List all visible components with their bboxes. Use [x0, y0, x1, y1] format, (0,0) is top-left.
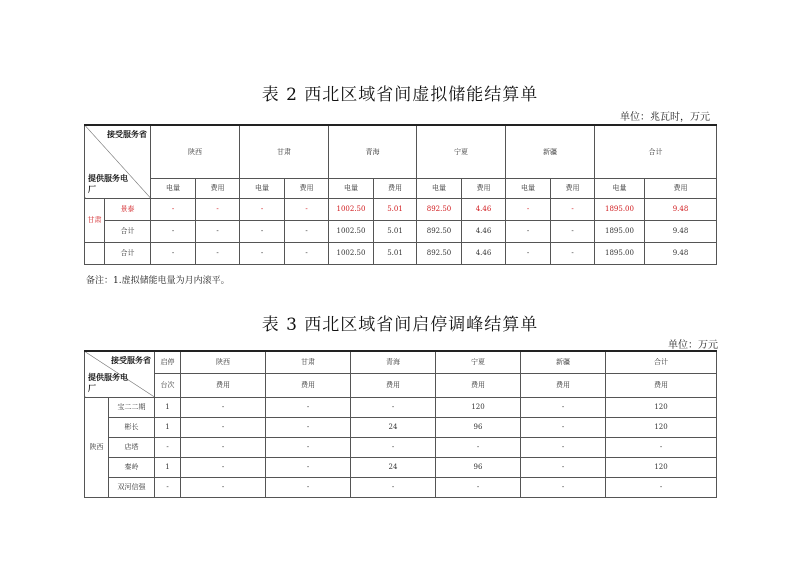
table2-province-header: 宁夏 [417, 125, 506, 178]
table-row [85, 242, 717, 264]
table-cell: - [436, 437, 521, 457]
table2-sub-fee: 费用 [196, 178, 240, 198]
table-cell: 5.01 [374, 220, 417, 242]
table-cell: 24 [351, 457, 436, 477]
table-cell: 892.50 [417, 220, 462, 242]
table3-sub-fee: 费用 [266, 373, 351, 397]
row-name: 秦岭 [109, 457, 155, 477]
row-count: 1 [155, 457, 181, 477]
table-cell: - [181, 457, 266, 477]
table-cell: - [151, 242, 196, 264]
table-cell: - [196, 198, 240, 220]
table-row [85, 457, 717, 477]
table3-title: 表 3 西北区域省间启停调峰结算单 [261, 315, 539, 335]
table-cell: - [351, 477, 436, 497]
table2-province-header: 甘肃 [240, 125, 329, 178]
table2-sub-qty: 电量 [595, 178, 645, 198]
table-cell: - [521, 477, 606, 497]
table-row [85, 220, 717, 242]
table2-sub-fee: 费用 [551, 178, 595, 198]
table-cell: - [266, 417, 351, 437]
table-cell: - [351, 437, 436, 457]
table-cell: 1002.50 [329, 220, 374, 242]
row-name: 宝二二期 [109, 397, 155, 417]
table-cell: - [551, 220, 595, 242]
table-cell: 24 [351, 417, 436, 437]
table3-sub-fee: 费用 [436, 373, 521, 397]
table2-sub-qty: 电量 [151, 178, 196, 198]
table-cell: 1895.00 [595, 220, 645, 242]
table2-sub-fee: 费用 [645, 178, 717, 198]
table3-count-header: 台次 [155, 373, 181, 397]
table-cell: - [521, 417, 606, 437]
table-cell: 120 [606, 397, 717, 417]
table2-virtual-storage-settlement [84, 124, 717, 265]
table3-peak-shaving-settlement [84, 350, 717, 498]
table2-sub-qty: 电量 [240, 178, 285, 198]
table-cell: 9.48 [645, 198, 717, 220]
table2-sub-fee: 费用 [374, 178, 417, 198]
table-cell: - [521, 457, 606, 477]
row-count: - [155, 437, 181, 457]
table-cell: - [285, 220, 329, 242]
table3-corner-header [85, 351, 155, 397]
table3-province-header: 宁夏 [436, 351, 521, 373]
table2-province-header: 新疆 [506, 125, 595, 178]
table2-provide-label: 提供服务电厂 [88, 172, 128, 194]
table-cell: - [521, 437, 606, 457]
table-cell: 892.50 [417, 242, 462, 264]
table-cell: - [266, 477, 351, 497]
table2-sub-qty: 电量 [417, 178, 462, 198]
table-cell: - [240, 198, 285, 220]
table-cell: - [436, 477, 521, 497]
table-cell: - [151, 220, 196, 242]
table-cell: 892.50 [417, 198, 462, 220]
table-cell: 5.01 [374, 242, 417, 264]
table2-sub-fee: 费用 [285, 178, 329, 198]
table-cell: 4.46 [462, 198, 506, 220]
table-cell: - [266, 437, 351, 457]
table-cell: - [285, 242, 329, 264]
table-cell: - [506, 198, 551, 220]
row-count: 1 [155, 417, 181, 437]
table3-province-header: 甘肃 [266, 351, 351, 373]
table3-sub-fee: 费用 [351, 373, 436, 397]
table2-province-header: 青海 [329, 125, 417, 178]
table-cell: 9.48 [645, 242, 717, 264]
row-name: 双河信强 [109, 477, 155, 497]
table-cell: - [266, 457, 351, 477]
table3-group-label: 陕西 [85, 397, 109, 497]
row-name: 景泰 [105, 198, 151, 220]
table-cell: - [151, 198, 196, 220]
table-cell: - [240, 242, 285, 264]
table-cell: - [285, 198, 329, 220]
table-cell: - [181, 397, 266, 417]
table-row [85, 198, 717, 220]
table-cell: 120 [436, 397, 521, 417]
table2-title: 表 2 西北区域省间虚拟储能结算单 [261, 85, 539, 105]
table-cell: 120 [606, 457, 717, 477]
table-cell: - [506, 220, 551, 242]
table-cell: - [181, 417, 266, 437]
table2-accept-label: 接受服务省 [107, 129, 147, 139]
table3-unit: 单位：万元 [668, 340, 718, 351]
table-row [85, 417, 717, 437]
table-cell: - [521, 397, 606, 417]
table-cell: 9.48 [645, 220, 717, 242]
table3-sub-fee: 费用 [606, 373, 717, 397]
table-cell: - [506, 242, 551, 264]
table3-sub-fee: 费用 [181, 373, 266, 397]
table-cell: - [551, 198, 595, 220]
row-name: 合计 [105, 220, 151, 242]
table2-province-header: 陕西 [151, 125, 240, 178]
table-cell: - [240, 220, 285, 242]
table-cell: 120 [606, 417, 717, 437]
row-count: 1 [155, 397, 181, 417]
table-cell: - [181, 477, 266, 497]
row-name: 店塔 [109, 437, 155, 457]
table-cell: - [551, 242, 595, 264]
table-cell: - [266, 397, 351, 417]
table3-province-header: 新疆 [521, 351, 606, 373]
table3-accept-label: 接受服务省 [111, 355, 151, 365]
row-name: 彬长 [109, 417, 155, 437]
table-cell: - [606, 437, 717, 457]
table-row [85, 477, 717, 497]
table-cell: 96 [436, 417, 521, 437]
table3-sub-fee: 费用 [521, 373, 606, 397]
table-cell: 4.46 [462, 220, 506, 242]
table-cell: - [181, 437, 266, 457]
table3-provide-label: 提供服务电厂 [88, 371, 128, 393]
table2-province-header: 合计 [595, 125, 717, 178]
row-name: 合计 [105, 242, 151, 264]
row-count: - [155, 477, 181, 497]
table-cell: - [196, 220, 240, 242]
table2-group-label: 甘肃 [85, 198, 105, 242]
table2-sub-fee: 费用 [462, 178, 506, 198]
table-cell: - [196, 242, 240, 264]
table-cell: - [351, 397, 436, 417]
table-cell: 1002.50 [329, 198, 374, 220]
table-cell: 5.01 [374, 198, 417, 220]
table-cell: - [606, 477, 717, 497]
table-row [85, 397, 717, 417]
table-cell: 1895.00 [595, 242, 645, 264]
table3-province-header: 合计 [606, 351, 717, 373]
table-cell: 1895.00 [595, 198, 645, 220]
table2-corner-header [85, 125, 151, 198]
table2-sub-qty: 电量 [329, 178, 374, 198]
table-cell: 96 [436, 457, 521, 477]
table3-province-header: 陕西 [181, 351, 266, 373]
table-cell: 4.46 [462, 242, 506, 264]
table2-unit: 单位：兆瓦时，万元 [620, 112, 710, 123]
table-cell: 1002.50 [329, 242, 374, 264]
table3-startstop-header: 启停 [155, 351, 181, 373]
blank-cell [85, 242, 105, 264]
table3-province-header: 青海 [351, 351, 436, 373]
table-row [85, 437, 717, 457]
table2-sub-qty: 电量 [506, 178, 551, 198]
table2-note: 备注：1.虚拟储能电量为月内滚平。 [86, 276, 230, 286]
